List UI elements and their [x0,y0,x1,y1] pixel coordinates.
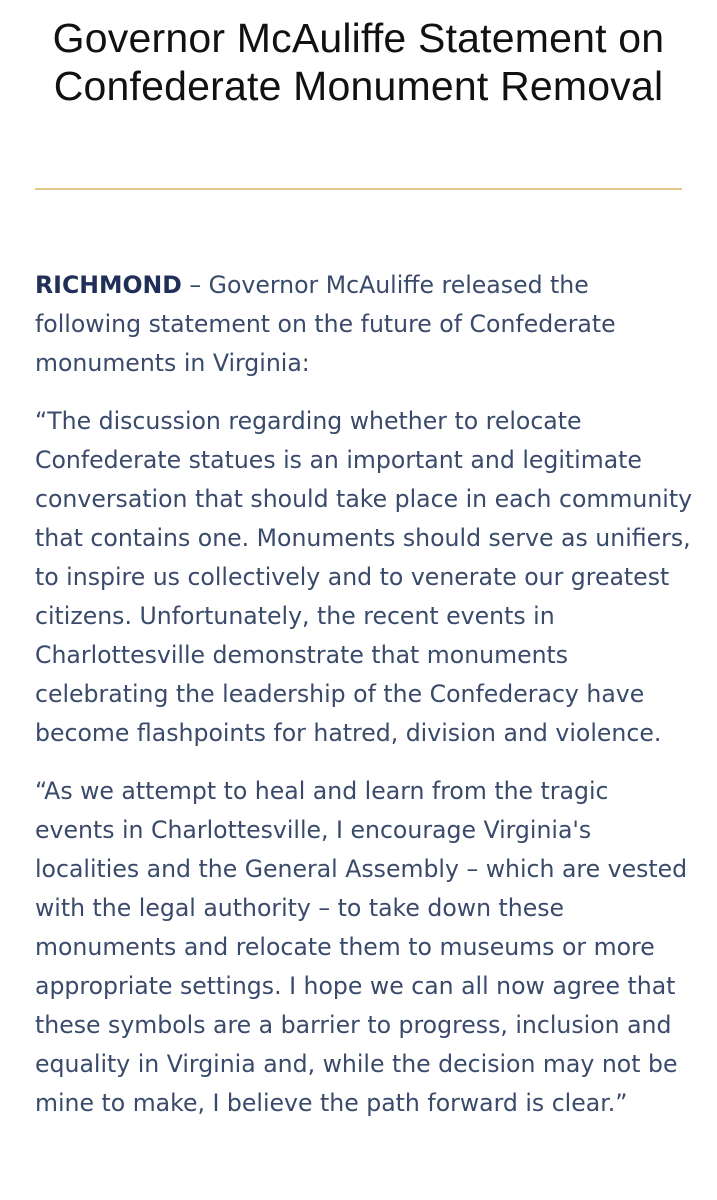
title-divider [35,188,682,190]
intro-paragraph [35,266,695,383]
statement-paragraph-2: “As we attempt to heal and learn from the tragic events in Charlottesville, I encourage Virginia's localities and the General Assembly – which are vested with the legal authority – to take down these monuments and relocate them to museums or more appropriate settings. I hope we can all now agree that these symbols are a barrier to progress, inclusion and equality in Virginia and, while the decision may not be mine to make, I believe the path forward is clear.” [35,777,688,1117]
dateline: RICHMOND [35,271,182,299]
page-title: Governor McAuliffe Statement on Confederate Monument Removal [52,15,665,109]
statement-body [35,266,695,1142]
statement-paragraph-1: “The discussion regarding whether to relocate Confederate statues is an important and legitimate conversation that should take place in each community that contains one. Monuments should serve as unifiers, to inspire us collectively and to venerate our greatest citizens. Unfortunately, the recent events in Charlottesville demonstrate that monuments celebrating the leadership of the Confederacy have become flashpoints for hatred, division and violence. [35,407,693,747]
intro-text: – Governor McAuliffe released the following statement on the future of Confederate monuments in Virginia: [35,271,616,377]
